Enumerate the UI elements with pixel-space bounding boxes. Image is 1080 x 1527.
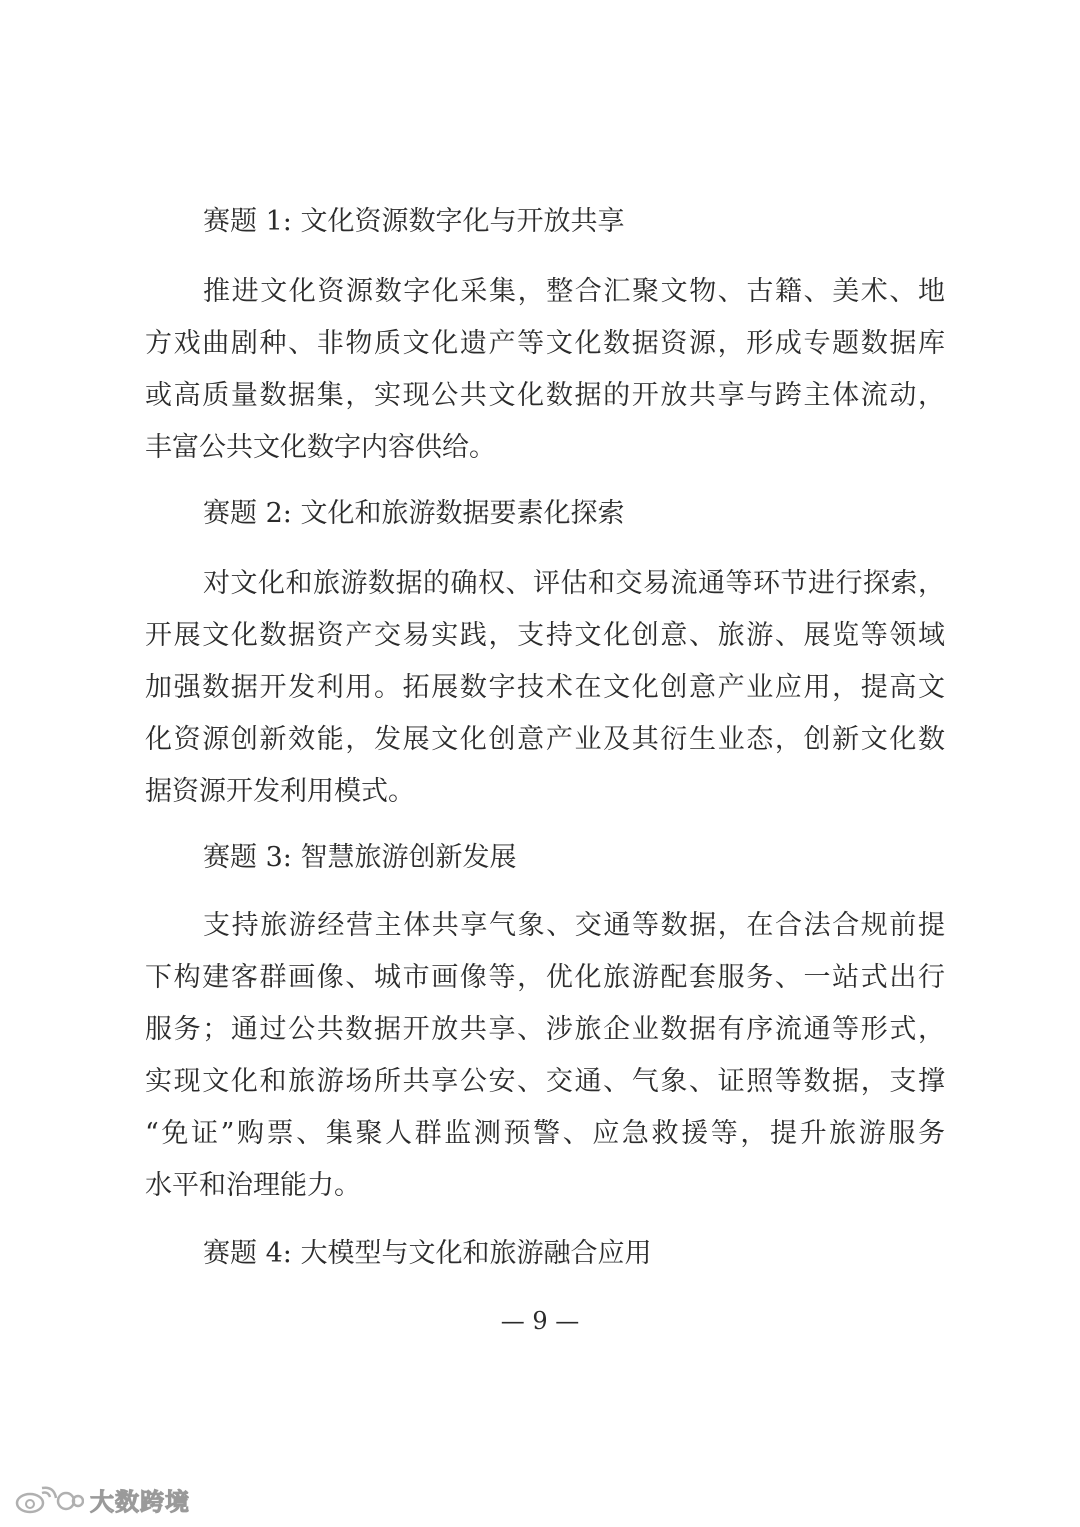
watermark <box>12 1482 190 1517</box>
section-1-line-1: 推进文化资源数字化采集，整合汇聚文物、古籍、美术、地 <box>203 276 945 307</box>
section-3-line-1: 支持旅游经营主体共享气象、交通等数据，在合法合规前提 <box>203 910 945 941</box>
watermark-text: 大数跨境 <box>90 1488 190 1516</box>
section-2-line-5: 据资源开发利用模式。 <box>145 776 415 807</box>
section-2-line-3: 加强数据开发利用。拓展数字技术在文化创意产业应用，提高文 <box>145 672 945 703</box>
section-4-heading: 赛题 4: 大模型与文化和旅游融合应用 <box>203 1238 652 1269</box>
section-3-line-2: 下构建客群画像、城市画像等，优化旅游配套服务、一站式出行 <box>145 962 945 993</box>
section-1-heading: 赛题 1: 文化资源数字化与开放共享 <box>203 206 625 237</box>
section-2-line-4: 化资源创新效能，发展文化创意产业及其衍生业态，创新文化数 <box>145 724 945 755</box>
section-1-line-4: 丰富公共文化数字内容供给。 <box>145 432 496 463</box>
weibo-style-logo-icon <box>12 1485 84 1515</box>
section-3-line-5: “免证”购票、集聚人群监测预警、应急救援等，提升旅游服务 <box>145 1118 945 1149</box>
page-number: — 9 — <box>500 1307 580 1335</box>
section-3-line-4: 实现文化和旅游场所共享公安、交通、气象、证照等数据，支撑 <box>145 1066 945 1097</box>
section-2-line-2: 开展文化数据资产交易实践，支持文化创意、旅游、展览等领域 <box>145 620 945 651</box>
section-2-heading: 赛题 2: 文化和旅游数据要素化探索 <box>203 498 625 529</box>
section-2-line-1: 对文化和旅游数据的确权、评估和交易流通等环节进行探索， <box>203 568 945 599</box>
section-1-line-3: 或高质量数据集，实现公共文化数据的开放共享与跨主体流动， <box>145 380 945 411</box>
section-3-line-3: 服务；通过公共数据开放共享、涉旅企业数据有序流通等形式， <box>145 1014 945 1045</box>
section-3-line-6: 水平和治理能力。 <box>145 1170 361 1201</box>
section-1-line-2: 方戏曲剧种、非物质文化遗产等文化数据资源，形成专题数据库 <box>145 328 945 359</box>
section-3-heading: 赛题 3: 智慧旅游创新发展 <box>203 842 517 873</box>
